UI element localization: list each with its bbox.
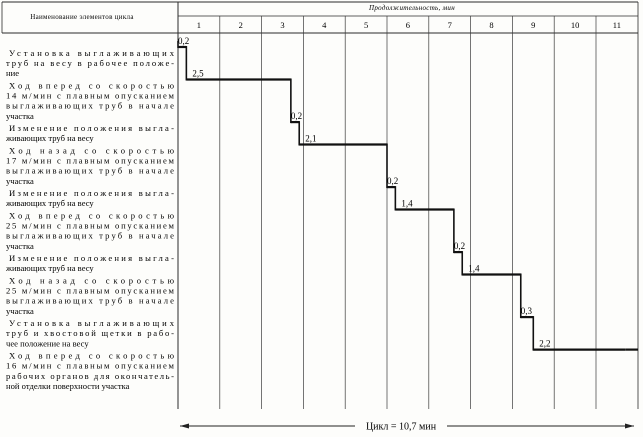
minute-label: 7	[447, 20, 452, 30]
operation-line: живающих труб на весу	[6, 263, 94, 274]
minute-label: 3	[280, 20, 285, 30]
duration-label: 0,2	[387, 176, 399, 187]
duration-label: 0,2	[178, 36, 190, 46]
operation-line: Установка выглаживающих	[9, 48, 174, 58]
arrow-left-icon	[180, 424, 189, 429]
duration-label: 2,5	[192, 68, 204, 79]
minute-label: 4	[322, 20, 327, 30]
operation-line: Изменение положения выгла-	[9, 123, 175, 134]
operation-line: выглаживающих труб в начале	[6, 100, 174, 111]
duration-label: 2,1	[305, 133, 317, 144]
operation-line: 25 м/мин с плавным опусканием	[6, 220, 174, 231]
operation-line: выглаживающих труб в начале	[6, 165, 174, 176]
operation-item	[6, 211, 175, 251]
operation-line: 14 м/мин с плавным опусканием	[6, 90, 174, 101]
operation-item	[6, 351, 175, 391]
operation-item	[6, 318, 175, 348]
operation-line: Ход назад со скоростью	[9, 275, 174, 286]
operation-line: 17 м/мин с плавным опусканием	[6, 155, 174, 166]
operation-line: участка	[6, 240, 34, 251]
operation-item	[5, 253, 174, 273]
operation-line: выглаживающих труб в начале	[6, 295, 174, 306]
duration-label: 0,2	[453, 241, 466, 252]
operation-item	[5, 123, 174, 143]
operation-line: живающих труб на весу	[6, 133, 94, 144]
operation-line: выглаживающих труб в начале	[6, 230, 174, 241]
element-column-header: Наименование элементов цикла	[30, 13, 134, 21]
operation-line: участка	[6, 110, 34, 121]
duration-column-header: Продолжительность, мин	[369, 4, 455, 12]
duration-label: 1,4	[468, 263, 480, 274]
operation-line: Изменение положения выгла-	[9, 253, 175, 264]
operation-line: чее положение на весу	[6, 338, 89, 349]
minute-label: 8	[489, 20, 494, 30]
operation-line: Ход вперед со скоростью	[9, 350, 174, 361]
operation-item	[6, 276, 175, 316]
duration-label: 0,3	[520, 306, 533, 317]
operation-item	[6, 146, 175, 186]
operation-line: участка	[6, 175, 34, 186]
operation-line: живающих труб на весу	[6, 198, 94, 209]
operation-line: ние	[6, 68, 20, 79]
arrow-right-icon	[625, 424, 634, 429]
operation-line: 25 м/мин с плавным опусканием	[6, 285, 174, 296]
minute-label: 9	[531, 20, 536, 30]
operation-list	[5, 48, 175, 391]
operation-item	[5, 188, 174, 208]
minute-label: 6	[405, 20, 411, 30]
operation-line: Ход вперед со скоростью	[9, 80, 174, 91]
table-header	[30, 4, 621, 30]
minute-label: 1	[196, 20, 202, 30]
cycle-total	[180, 419, 634, 433]
minute-label: 5	[363, 20, 369, 30]
duration-label: 2,2	[539, 338, 551, 349]
duration-label: 1,4	[401, 198, 413, 209]
minute-label: 10	[570, 20, 580, 30]
operation-line: Ход назад со скоростью	[9, 145, 174, 156]
duration-label: 0,2	[290, 111, 303, 122]
operation-line: ной отделки поверхности участка	[6, 380, 130, 391]
operation-line: Изменение положения выгла-	[9, 188, 175, 199]
operation-line: рабочих органов для окончатель-	[6, 370, 174, 381]
minute-label: 2	[238, 20, 243, 30]
operation-line: труб на весу в рабочее положе-	[6, 58, 175, 69]
total-cycle-label: Цикл = 10,7 мин	[365, 421, 437, 433]
minute-labels	[197, 20, 621, 30]
operation-line: Установка выглаживающих	[9, 318, 174, 329]
operation-item	[6, 81, 175, 121]
minute-label: 11	[612, 20, 621, 30]
operation-line: 16 м/мин с плавным опусканием	[6, 360, 174, 371]
operation-bars	[178, 36, 638, 351]
operation-line: участка	[6, 305, 34, 316]
operation-line: Ход вперед со скоростью	[9, 210, 174, 221]
operation-item	[6, 48, 175, 78]
operation-line: труб и хвостовой щетки в рабо-	[6, 328, 174, 339]
